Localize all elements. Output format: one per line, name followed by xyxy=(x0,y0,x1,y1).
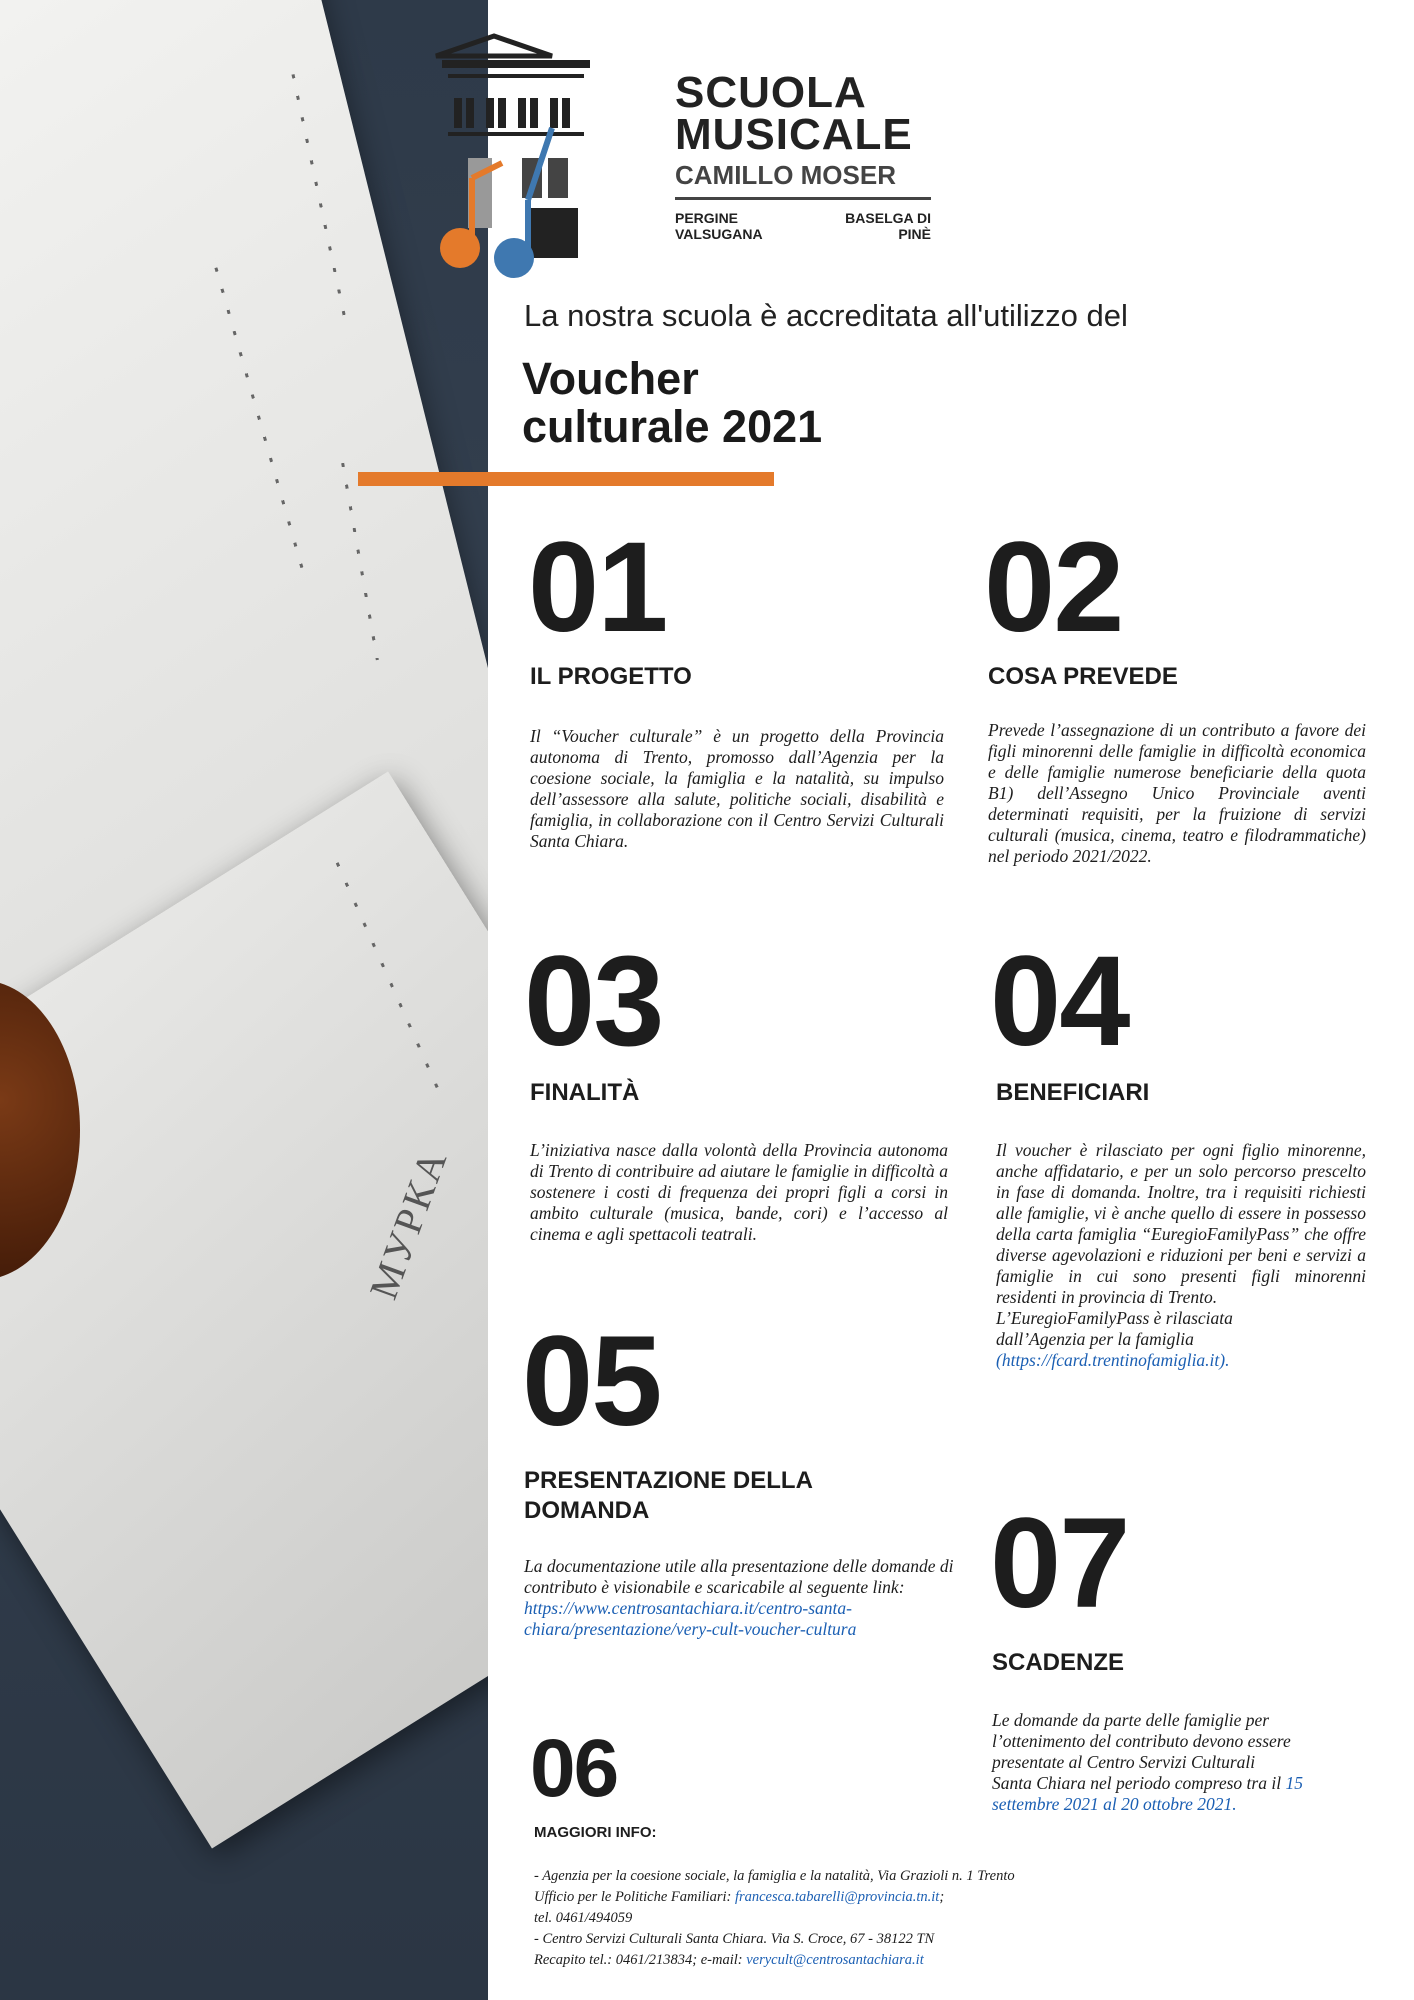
email-link-tabarelli[interactable]: francesca.tabarelli@provincia.tn.it xyxy=(734,1889,940,1905)
contact-line-1: - Agenzia per la coesione sociale, la famiglia e la natalità, Via Grazioli n. 1 Trento xyxy=(534,1868,1015,1884)
logo-line-name: CAMILLO MOSER xyxy=(675,160,931,200)
contact-line-3: tel. 0461/494059 xyxy=(534,1910,633,1926)
contact-line-2 xyxy=(534,1887,1015,1908)
heading-line-1: PRESENTAZIONE DELLA xyxy=(524,1467,813,1494)
contact-line-4: - Centro Servizi Culturali Santa Chiara. Via S. Croce, 67 - 38122 TN xyxy=(534,1931,935,1947)
santachiara-link-line-1[interactable]: https://www.centrosantachiara.it/centro-santa- xyxy=(524,1598,852,1618)
section-number-03: 03 xyxy=(524,930,663,1073)
section-body-scadenze xyxy=(992,1710,1372,1815)
logo-text xyxy=(675,68,931,242)
background-photo xyxy=(0,0,488,2000)
beneficiari-text-2a: L’EuregioFamilyPass è rilasciata xyxy=(996,1308,1233,1328)
page-title xyxy=(522,355,822,451)
logo-locations xyxy=(675,210,931,242)
scadenze-line-1: Le domande da parte delle famiglie per xyxy=(992,1710,1270,1730)
title-line-1: Voucher xyxy=(522,353,699,404)
scadenze-line-2: l’ottenimento del contributo devono essere xyxy=(992,1731,1291,1751)
scadenze-line-3: presentate al Centro Servizi Culturali xyxy=(992,1752,1256,1772)
logo-line-scuola: SCUOLA xyxy=(675,68,867,117)
heading-line-2: DOMANDA xyxy=(524,1497,650,1524)
section-body-progetto: Il “Voucher culturale” è un progetto della Provincia autonoma di Trento, promosso dall’Agenzia per la coesione sociale, la famiglia e la natalità, su impulso dell’assessore alla salute, politiche sociali, disabilità e famiglia, in collaborazione con il Centro Servizi Culturali Santa Chiara. xyxy=(530,726,944,851)
section-number-06: 06 xyxy=(530,1723,618,1814)
section-heading-scadenze: SCADENZE xyxy=(992,1649,1125,1676)
contact-line-5 xyxy=(534,1950,1015,1971)
section-body-cosa-prevede: Prevede l’assegnazione di un contributo a favore dei figli minorenni delle famiglie in difficoltà economica e delle famiglie numerose beneficiarie della quota B1) dell’Assegno Unico Provinciale aventi determinati requisiti, per la fruizione di servizi culturali (musica, cinema, teatro e filodrammatiche) nel periodo 2021/2022. xyxy=(988,720,1366,866)
scadenze-line-4: Santa Chiara nel periodo compreso tra il xyxy=(992,1773,1286,1793)
section-heading-finalita: FINALITÀ xyxy=(530,1079,640,1106)
section-heading-info: MAGGIORI INFO: xyxy=(534,1824,657,1841)
section-body-finalita: L’iniziativa nasce dalla volontà della Provincia autonoma di Trento di contribuire ad aiutare le famiglie in difficoltà a sostenere i costi di frequenza dei propri figli a corsi in ambito culturale (musica, bande, cori) e l’accesso al cinema e agli spettacoli teatrali. xyxy=(530,1140,948,1244)
intro-text: La nostra scuola è accreditata all'utilizzo del xyxy=(524,298,1128,333)
deadline-date-range: settembre 2021 al 20 ottobre 2021. xyxy=(992,1794,1237,1814)
deadline-date-start: 15 xyxy=(1285,1773,1303,1793)
accent-divider xyxy=(358,472,774,486)
section-heading-beneficiari: BENEFICIARI xyxy=(996,1079,1150,1106)
section-number-01: 01 xyxy=(528,516,667,659)
santachiara-link-line-2[interactable]: chiara/presentazione/very-cult-voucher-cultura xyxy=(524,1619,857,1639)
logo-line-musicale: MUSICALE xyxy=(675,110,913,159)
contact-info xyxy=(534,1866,1015,1971)
presentazione-text: La documentazione utile alla presentazione delle domande di contributo è visionabile e scaricabile al seguente link: xyxy=(524,1556,954,1597)
email-link-verycult[interactable]: verycult@centrosantachiara.it xyxy=(746,1952,924,1968)
location-baselga: BASELGA DI PINÈ xyxy=(845,210,931,242)
contact-label: Ufficio per le Politiche Familiari: xyxy=(534,1889,735,1905)
contact-punct: ; xyxy=(939,1889,945,1905)
section-number-04: 04 xyxy=(990,930,1129,1073)
section-number-02: 02 xyxy=(984,516,1123,659)
section-heading-progetto: IL PROGETTO xyxy=(530,663,692,690)
beneficiari-text: Il voucher è rilasciato per ogni figlio minorenne, anche affidatario, e per un solo percorso prescelto in fase di domanda. Inoltre, tra i requisiti richiesti alle famiglie, vi è anche quello di essere in possesso della carta famiglia “EuregioFamilyPass” che offre diverse agevolazioni e riduzioni per beni e servizi a famiglie in cui sono presenti figli minorenni residenti in provincia di Trento. xyxy=(996,1140,1366,1307)
section-heading-cosa-prevede: COSA PREVEDE xyxy=(988,663,1178,690)
beneficiari-text-2b: dall’Agenzia per la famiglia xyxy=(996,1329,1194,1349)
section-body-presentazione xyxy=(524,1556,954,1640)
location-pergine: PERGINE VALSUGANA xyxy=(675,210,763,242)
section-number-07: 07 xyxy=(990,1492,1129,1635)
section-body-beneficiari xyxy=(996,1140,1366,1371)
photo-sheet-title: МУРКА xyxy=(360,1142,457,1305)
section-heading-presentazione xyxy=(524,1466,813,1526)
section-number-05: 05 xyxy=(522,1310,661,1453)
title-line-2: culturale 2021 xyxy=(522,401,823,452)
contact-label: Recapito tel.: 0461/213834; e-mail: xyxy=(534,1952,747,1968)
familypass-link[interactable]: (https://fcard.trentinofamiglia.it). xyxy=(996,1350,1230,1370)
